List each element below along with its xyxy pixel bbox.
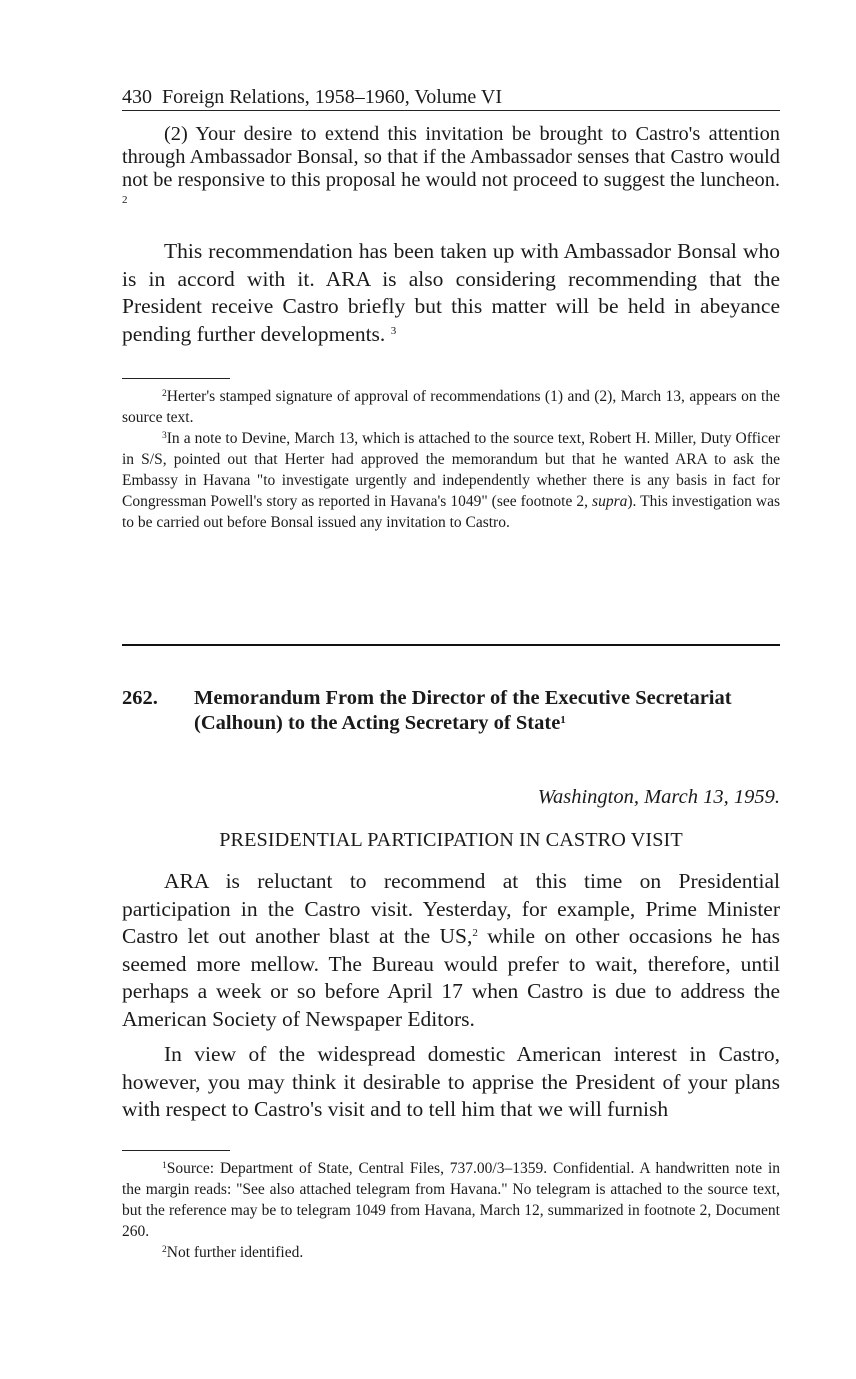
footnote-3: $^3$In a note to Devine, March 13, which is attached to the source text, Robert H. Miller, Duty Officer in S/S, pointed out that Herter had approved the memorandum but that he wanted ARA to ask the Embassy in Havana "to investigate urgently and independently whether there is any basis in fact for Congressman Powell's story as reported in Havana's 1049" (see footnote 2, supra). This investigation was to be carried out before Bonsal issued any invitation to Castro. bbox=[122, 430, 780, 531]
recommendation-paragraph: This recommendation has been taken up with Ambassador Bonsal who is in accord with it. ARA is also considering recommending that the President receive Castro briefly but this matter will be held in abeyance pending further developments. $^3$ bbox=[122, 239, 780, 346]
subject-heading: PRESIDENTIAL PARTICIPATION IN CASTRO VISIT bbox=[219, 829, 683, 851]
footnote-ref[interactable]: 3 bbox=[390, 324, 397, 337]
document-heading bbox=[122, 686, 780, 736]
volume-title: Foreign Relations, 1958–1960, Volume VI bbox=[162, 86, 502, 108]
footnote-ref[interactable]: 1 bbox=[560, 714, 566, 726]
top-paragraph: (2) Your desire to extend this invitation be brought to Castro's attention through Ambassador Bonsal, so that if the Ambassador senses that Castro would not be responsive to this proposal he would not proceed to suggest the luncheon. $^2$ bbox=[122, 123, 780, 206]
footnote-2-bottom: $^2$Not further identified. bbox=[162, 1243, 304, 1261]
footnote-ref[interactable]: 2 bbox=[122, 194, 128, 206]
footnote-2: $^2$Herter's stamped signature of approval of recommendations (1) and (2), March 13, appears on the source text. bbox=[122, 388, 780, 426]
footnote-ref[interactable]: 2 bbox=[472, 927, 478, 939]
page bbox=[122, 84, 780, 1263]
memo-paragraph-2: In view of the widespread domestic American interest in Castro, however, you may think it desirable to apprise the President of your plans with respect to Castro's visit and to tell him that we will furnish bbox=[122, 1042, 780, 1121]
document-number: 262. bbox=[122, 687, 158, 709]
running-head bbox=[122, 84, 780, 111]
document-title: Memorandum From the Director of the Executive Secretariat (Calhoun) to the Acting Secretary of State$^1$ bbox=[194, 687, 732, 734]
page-number: 430 bbox=[122, 86, 152, 108]
memo-paragraph-1: ARA is reluctant to recommend at this time on Presidential participation in the Castro visit. Yesterday, for example, Prime Minister Castro let out another blast at the US,$^2$ while on other occasions he has seemed more mellow. The Bureau would prefer to wait, therefore, until perhaps a week or so before April 17 when Castro is due to address the American Society of Newspaper Editors. bbox=[122, 869, 781, 1031]
footnote-1: $^1$Source: Department of State, Central Files, 737.00/3–1359. Confidential. A handwritten note in the margin reads: "See also attached telegram from Havana." No telegram is attached to the source text, but the reference may be to telegram 1049 from Havana, March 12, summarized in footnote 2, Document 260. bbox=[122, 1159, 780, 1240]
dateline: Washington, March 13, 1959. bbox=[537, 786, 780, 808]
